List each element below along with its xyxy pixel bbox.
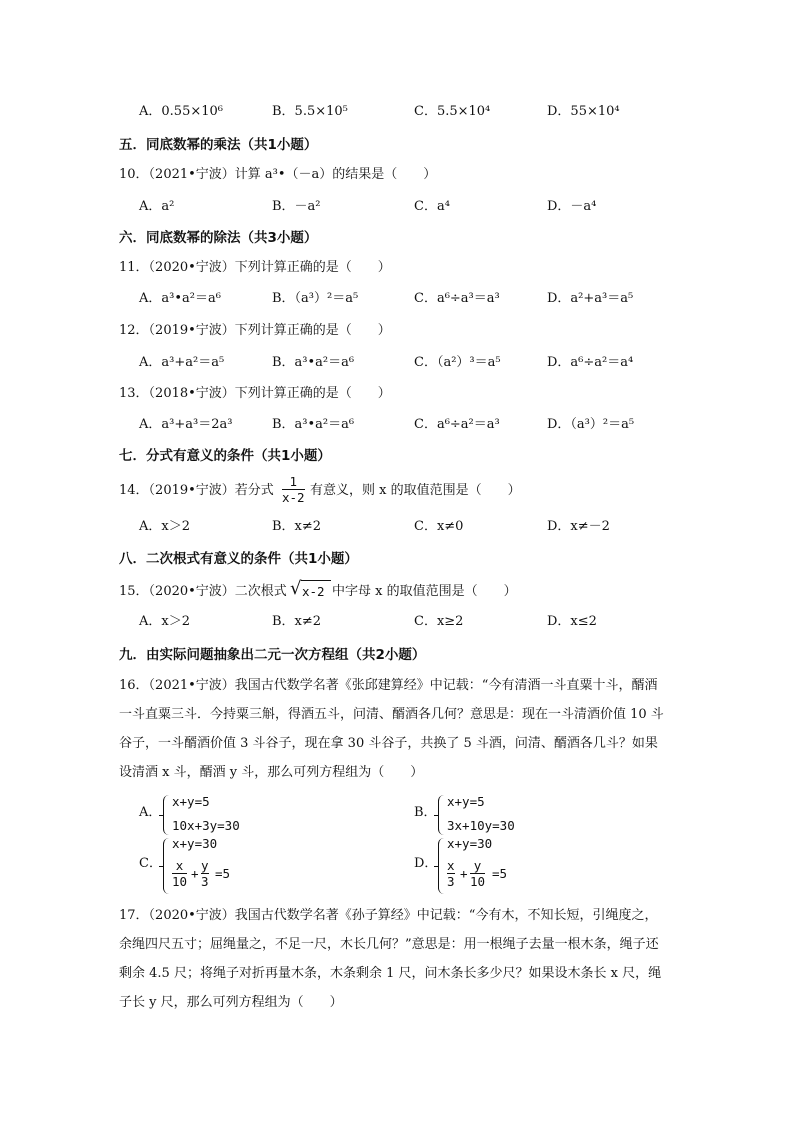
q16-option-d-rhs: =5 xyxy=(492,866,508,881)
q16-option-b-eq2: 3x+10y=30 xyxy=(447,818,515,833)
q9-option-b: B．5.5×10⁵ xyxy=(272,104,348,119)
q14-fraction xyxy=(282,474,305,505)
sqrt-icon: √ xyxy=(290,578,302,599)
q13-option-d: D．（a³）²＝a⁵ xyxy=(547,417,635,432)
q12-option-b: B．a³•a²＝a⁶ xyxy=(272,355,355,370)
q16-option-d-eq1: x+y=30 xyxy=(447,836,493,851)
q16-option-a-eq1: x+y=5 xyxy=(172,794,210,809)
q16-option-b-eq1: x+y=5 xyxy=(447,794,485,809)
q9-option-a: A．0.55×10⁶ xyxy=(139,104,223,119)
q15-option-b: B．x≠2 xyxy=(272,614,322,629)
q13-option-c: C．a⁶÷a²＝a³ xyxy=(414,417,500,432)
q16-option-c-eq1: x+y=30 xyxy=(172,836,218,851)
section-heading-8: 八．二次根式有意义的条件（共1小题） xyxy=(119,551,358,567)
q11-option-d: D．a²+a³＝a⁵ xyxy=(547,291,634,306)
q10-stem: 10．（2021•宁波）计算 a³•（－a）的结果是（ ） xyxy=(119,167,437,182)
q17-stem: 17．（2020•宁波）我国古代数学名著《孙子算经》中记载：“今有木，不知长短，引绳度之，余绳四尺五寸；屈绳量之，不足一尺，木长几何？”意思是：用一根绳子去量一根木条，绳子还剩余 4.5 尺；将绳子对折再量木条，木条剩余 1 尺，问木条长多少尺？如果设木条长 x 尺，绳子长 y 尺，那么可列方程组为（ ） xyxy=(119,908,662,1010)
q14-stem-end: 有意义，则 x 的取值范围是（ ） xyxy=(310,483,521,498)
q15-stem-end: 中字母 x 的取值范围是（ ） xyxy=(332,584,517,599)
q15-option-d: D．x≤2 xyxy=(547,614,597,629)
q11-option-c: C．a⁶÷a³＝a³ xyxy=(414,291,500,306)
q14-option-b: B．x≠2 xyxy=(272,519,322,534)
q14-stem-start: 14．（2019•宁波）若分式 xyxy=(119,483,274,498)
section-heading-6: 六．同底数幂的除法（共3小题） xyxy=(119,230,318,246)
q13-option-b: B．a³•a²＝a⁶ xyxy=(272,417,355,432)
q11-stem: 11．（2020•宁波）下列计算正确的是（ ） xyxy=(119,260,391,275)
q16-option-c-label: C． xyxy=(139,856,162,871)
q16-option-d-brace xyxy=(438,838,444,894)
q16-option-d-label: D． xyxy=(414,856,438,871)
frac-denominator: 3 xyxy=(447,874,455,889)
q16-option-c-brace xyxy=(163,838,169,894)
q11-option-b: B．（a³）²＝a⁵ xyxy=(272,291,359,306)
q15-option-a: A．x＞2 xyxy=(139,614,190,629)
q10-option-a: A．a² xyxy=(139,199,175,214)
q10-option-b: B．－a² xyxy=(272,199,321,214)
q16-option-a-label: A． xyxy=(139,805,162,820)
q14-option-c: C．x≠0 xyxy=(414,519,464,534)
q9-option-d: D．55×10⁴ xyxy=(547,104,620,119)
q16-option-a-brace xyxy=(163,795,169,835)
q16-option-b-brace xyxy=(438,795,444,835)
q15-option-c: C．x≥2 xyxy=(414,614,464,629)
q11-option-a: A．a³•a²＝a⁶ xyxy=(139,291,221,306)
frac-denominator: 10 xyxy=(172,874,188,889)
q10-option-d: D．－a⁴ xyxy=(547,199,597,214)
q13-option-a: A．a³+a³＝2a³ xyxy=(139,417,233,432)
q14-fraction-denominator: x-2 xyxy=(282,490,305,505)
frac-numerator: x xyxy=(447,858,455,873)
frac-denominator: 10 xyxy=(470,874,486,889)
q14-option-a: A．x＞2 xyxy=(139,519,190,534)
frac-numerator: y xyxy=(201,858,209,873)
q16-option-d-frac1 xyxy=(447,858,455,889)
q16-option-d-plus: + xyxy=(460,866,468,881)
q16-option-b-label: B． xyxy=(414,805,437,820)
q13-stem: 13．（2018•宁波）下列计算正确的是（ ） xyxy=(119,386,391,401)
q12-option-c: C．（a²）³＝a⁵ xyxy=(414,355,501,370)
frac-numerator: x xyxy=(175,858,184,873)
q14-option-d: D．x≠－2 xyxy=(547,519,610,534)
q10-option-c: C．a⁴ xyxy=(414,199,450,214)
q16-option-c-rhs: =5 xyxy=(215,866,231,881)
q12-stem: 12．（2019•宁波）下列计算正确的是（ ） xyxy=(119,323,391,338)
q16-option-a-eq2: 10x+3y=30 xyxy=(172,818,240,833)
section-heading-5: 五．同底数幂的乘法（共1小题） xyxy=(119,137,318,153)
q16-option-d-frac2 xyxy=(470,858,485,889)
q12-option-a: A．a³+a²＝a⁵ xyxy=(139,355,225,370)
q16-option-c-plus: + xyxy=(191,866,199,881)
q9-option-c: C．5.5×10⁴ xyxy=(414,104,491,119)
q12-option-d: D．a⁶÷a²＝a⁴ xyxy=(547,355,634,370)
sqrt-bar xyxy=(301,580,331,581)
frac-denominator: 3 xyxy=(201,874,209,889)
q15-radicand: x-2 xyxy=(302,584,325,599)
frac-numerator: y xyxy=(473,858,482,873)
q16-option-c-frac1 xyxy=(172,858,187,889)
q15-stem-start: 15．（2020•宁波）二次根式 xyxy=(119,584,287,599)
section-heading-9: 九．由实际问题抽象出二元一次方程组（共2小题） xyxy=(119,647,426,663)
q14-fraction-numerator: 1 xyxy=(289,474,298,489)
q16-stem: 16．（2021•宁波）我国古代数学名著《张邱建算经》中记载：“今有清酒一斗直粟十斗，醑酒一斗直粟三斗．今持粟三斛，得酒五斗，问清、醑酒各几何？意思是：现在一斗清酒价值 10 斗谷子，一斗醑酒价值 3 斗谷子，现在拿 30 斗谷子，共换了 5 斗酒，问清、醑酒各几斗？如果设清酒 x 斗，醑酒 y 斗，那么可列方程组为（ ） xyxy=(119,678,664,780)
q16-option-c-frac2 xyxy=(201,858,209,889)
section-heading-7: 七．分式有意义的条件（共1小题） xyxy=(119,448,331,464)
